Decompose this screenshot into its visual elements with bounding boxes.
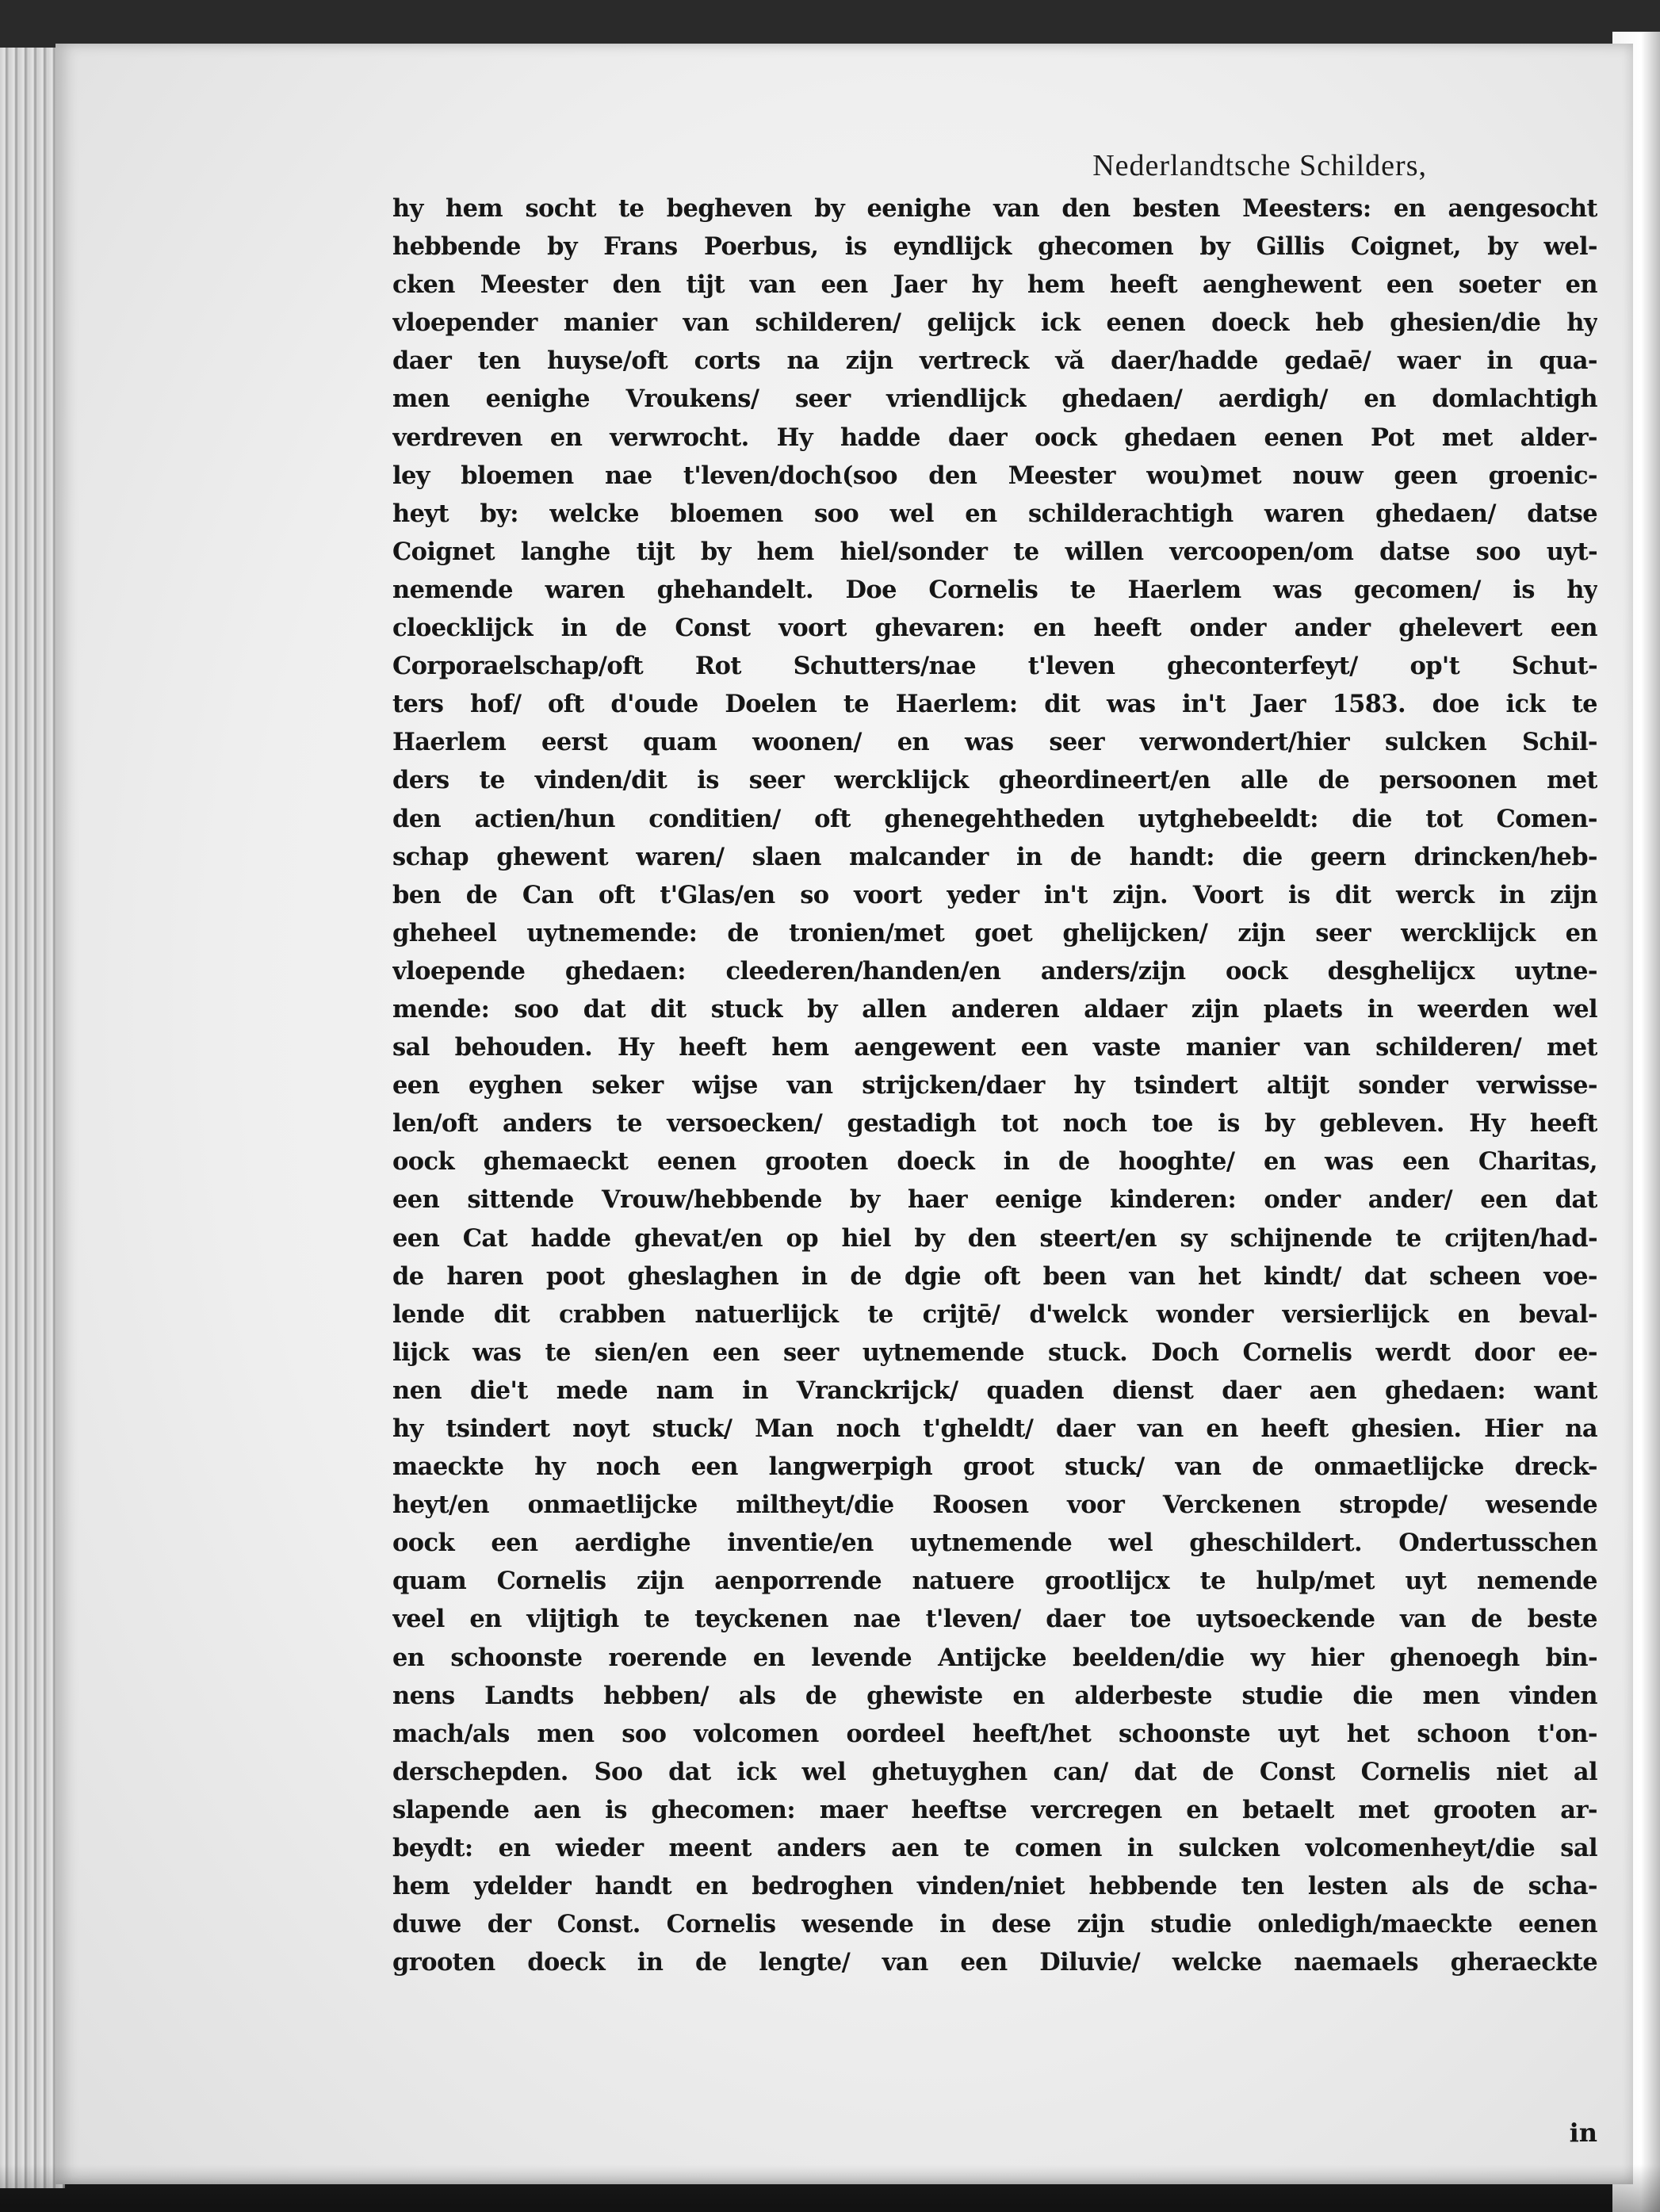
text-line: vloepender manier van schilderen/ gelijck ick eenen doeck heb ghesien/die hy	[392, 308, 1597, 338]
text-block	[392, 148, 1597, 2148]
text-line: derschepden. Soo dat ick wel ghetuyghen can/ dat de Const Cornelis niet al	[392, 1757, 1597, 1786]
text-line: hy hem socht te begheven by eenighe van den besten Meesters: en aengesocht	[392, 194, 1597, 223]
text-line: nemende waren ghehandelt. Doe Cornelis te Haerlem was gecomen/ is hy	[392, 575, 1597, 604]
catchword: in	[1569, 2118, 1597, 2148]
running-head: Nederlandtsche Schilders,	[1092, 149, 1427, 182]
text-line: ters hof/ oft d'oude Doelen te Haerlem: dit was in't Jaer 1583. doe ick te	[392, 690, 1597, 719]
text-line: ders te vinden/dit is seer wercklijck gheordineert/en alle de persoonen met	[392, 766, 1597, 795]
text-line: hebbende by Frans Poerbus, is eyndlijck ghecomen by Gillis Coignet, by wel-	[392, 232, 1597, 262]
text-line: ley bloemen nae t'leven/doch(soo den Meester wou)met nouw geen groenic-	[392, 461, 1597, 490]
text-line: veel en vlijtigh te teyckenen nae t'leven/ daer toe uytsoeckende van de beste	[392, 1605, 1597, 1634]
text-line: ben de Can oft t'Glas/en so voort yeder in't zijn. Voort is dit werck in zijn	[392, 880, 1597, 909]
text-line: men eenighe Vroukens/ seer vriendlijck ghedaen/ aerdigh/ en domlachtigh	[392, 385, 1597, 414]
text-line: verdreven en verwrocht. Hy hadde daer oock ghedaen eenen Pot met alder-	[392, 423, 1597, 452]
body-text	[392, 189, 1597, 1981]
text-line: oock een aerdighe inventie/en uytnemende wel gheschildert. Ondertusschen	[392, 1529, 1597, 1558]
text-line: schap ghewent waren/ slaen malcander in de handt: die geern drincken/heb-	[392, 842, 1597, 871]
text-line: oock ghemaeckt eenen grooten doeck in de hooghte/ en was een Charitas,	[392, 1147, 1597, 1177]
text-line: beydt: en wieder meent anders aen te comen in sulcken volcomenheyt/die sal	[392, 1834, 1597, 1863]
text-line: grooten doeck in de lengte/ van een Diluvie/ welcke naemaels gheraeckte	[392, 1948, 1597, 1977]
text-line: nens Landts hebben/ als de ghewiste en alderbeste studie die men vinden	[392, 1681, 1597, 1710]
text-line: en schoonste roerende en levende Antijcke beelden/die wy hier ghenoegh bin-	[392, 1643, 1597, 1672]
text-line: cken Meester den tijt van een Jaer hy hem heeft aenghewent een soeter en	[392, 270, 1597, 300]
text-line: gheheel uytnemende: de tronien/met goet ghelijcken/ zijn seer wercklijck en	[392, 918, 1597, 947]
text-line: mende: soo dat dit stuck by allen anderen aldaer zijn plaets in weerden wel	[392, 994, 1597, 1024]
book-page	[55, 44, 1633, 2184]
text-line: de haren poot gheslaghen in de dgie oft been van het kindt/ dat scheen voe-	[392, 1261, 1597, 1291]
text-line: Haerlem eerst quam woonen/ en was seer verwondert/hier sulcken Schil-	[392, 728, 1597, 757]
bottom-shadow	[0, 2164, 1660, 2212]
text-line: Corporaelschap/oft Rot Schutters/nae t'leven gheconterfeyt/ op't Schut-	[392, 652, 1597, 681]
text-line: sal behouden. Hy heeft hem aengewent een vaste manier van schilderen/ met	[392, 1033, 1597, 1062]
text-line: een eyghen seker wijse van strijcken/daer hy tsindert altijt sonder verwisse-	[392, 1071, 1597, 1100]
text-line: nen die't mede nam in Vranckrijck/ quaden dienst daer aen ghedaen: want	[392, 1376, 1597, 1405]
text-line: duwe der Const. Cornelis wesende in dese zijn studie onledigh/maeckte eenen	[392, 1910, 1597, 1939]
text-line: slapende aen is ghecomen: maer heeftse vercregen en betaelt met grooten ar-	[392, 1795, 1597, 1824]
text-line: vloepende ghedaen: cleederen/handen/en anders/zijn oock desghelijcx uytne-	[392, 956, 1597, 985]
text-line: quam Cornelis zijn aenporrende natuere grootlijcx te hulp/met uyt nemende	[392, 1567, 1597, 1596]
text-line: cloecklijck in de Const voort ghevaren: en heeft onder ander ghelevert een	[392, 614, 1597, 643]
text-line: daer ten huyse/oft corts na zijn vertreck vă daer/hadde gedaē/ waer in qua-	[392, 346, 1597, 376]
text-line: hy tsindert noyt stuck/ Man noch t'gheldt/ daer van en heeft ghesien. Hier na	[392, 1414, 1597, 1443]
text-line: Coignet langhe tijt by hem hiel/sonder te willen vercoopen/om datse soo uyt-	[392, 537, 1597, 566]
text-line: lijck was te sien/en een seer uytnemende stuck. Doch Cornelis werdt door ee-	[392, 1338, 1597, 1367]
text-line: mach/als men soo volcomen oordeel heeft/het schoonste uyt het schoon t'on-	[392, 1719, 1597, 1748]
text-line: len/oft anders te versoecken/ gestadigh tot noch toe is by gebleven. Hy heeft	[392, 1109, 1597, 1139]
text-line: heyt/en onmaetlijcke miltheyt/die Roosen voor Verckenen stropde/ wesende	[392, 1491, 1597, 1520]
text-line: lende dit crabben natuerlijck te crijtē/ d'welck wonder versierlijck en beval-	[392, 1299, 1597, 1329]
text-line: den actien/hun conditien/ oft ghenegehtheden uytghebeeldt: die tot Comen-	[392, 804, 1597, 833]
text-line: heyt by: welcke bloemen soo wel en schilderachtigh waren ghedaen/ datse	[392, 499, 1597, 528]
text-line: maeckte hy noch een langwerpigh groot stuck/ van de onmaetlijcke dreck-	[392, 1452, 1597, 1482]
text-line: hem ydelder handt en bedroghen vinden/niet hebbende ten lesten als de scha-	[392, 1872, 1597, 1901]
text-line: een Cat hadde ghevat/en op hiel by den steert/en sy schijnende te crijten/had-	[392, 1223, 1597, 1253]
text-line: een sittende Vrouw/hebbende by haer eenige kinderen: onder ander/ een dat	[392, 1185, 1597, 1215]
